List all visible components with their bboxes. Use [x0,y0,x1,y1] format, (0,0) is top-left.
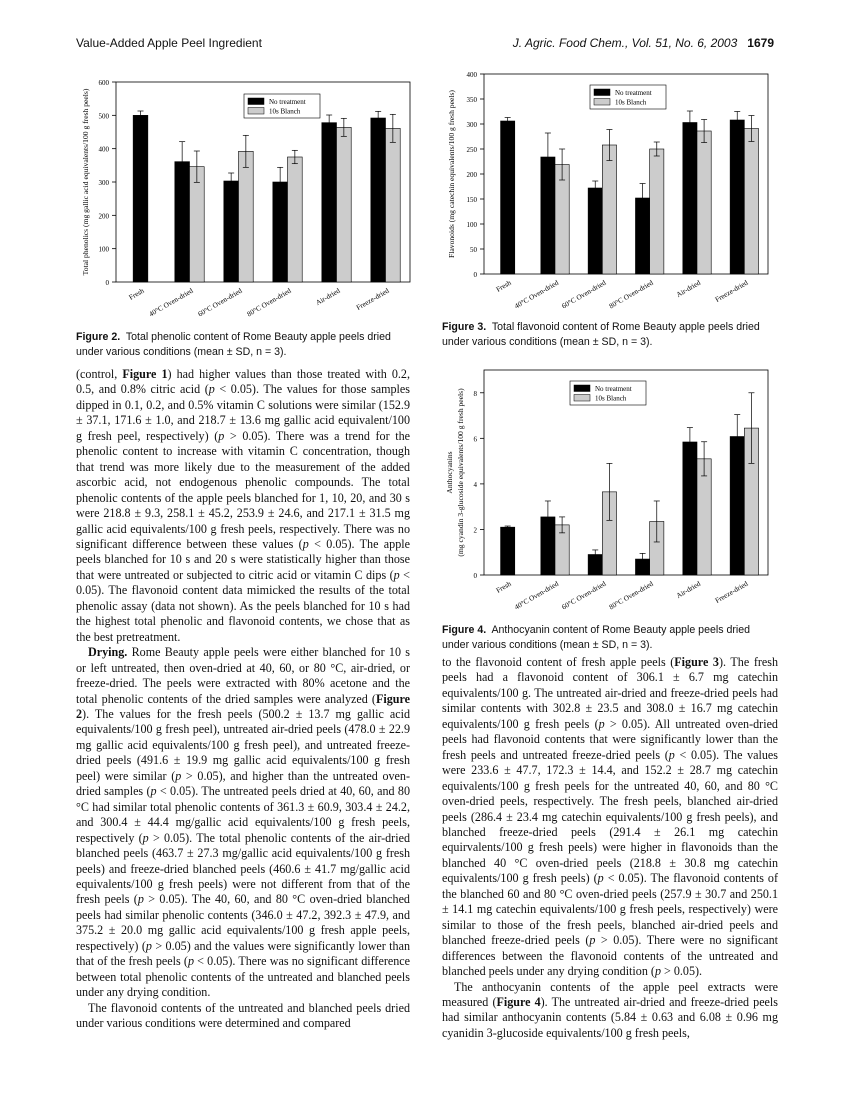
y-tick-label: 300 [98,179,109,187]
bar [650,149,664,274]
y-tick-label: 100 [466,221,477,229]
bar [224,181,239,282]
x-tick-label: 40°C Oven-dried [513,278,560,311]
paragraph: Drying. Rome Beauty apple peels were either blanched for 10 s or left untreated, then oven-dried at 40, 60, or 80 °C, air-dried, or freeze-dried. The peels were extracted with 80% acetone and the total phenolic contents of the dried samples were analyzed (Figure 2). The values for the fresh peels (500.2 ± 13.7 mg gallic acid equivalents/100 g fresh peel), untreated air-dried peels (478.0 ± 22.9 mg gallic acid equivalents/100 g fresh peel), and untreated freeze-dried peels (491.6 ± 19.9 mg gallic acid equivalents/100 g fresh peel) were similar (p > 0.05), and higher than the untreated oven-dried samples (p < 0.05). The untreated peels dried at 40, 60, and 80 °C had similar total phenolic contents of 361.3 ± 60.9, 303.4 ± 24.2, and 300.4 ± 44.4 mg/gallic acid equivalents/100 g fresh peels, respectively (p > 0.05). The total phenolic contents of the air-dried blanched peels (463.7 ± 27.3 mg/gallic acid equivalents/100 g fresh peels) and freeze-dried blanched peels (460.6 ± 41.7 mg/gallic acid equivalents/100 g fresh peels) were not different from that of the fresh peels (p > 0.05). The 40, 60, and 80 °C oven-dried blanched peels had similar phenolic contents (346.0 ± 47.2, 392.3 ± 47.9, and 375.2 ± 20.0 mg gallic acid equivalents/100 g fresh apple peels, respectively) (p > 0.05) and the values were significantly lower than that of the fresh peels (p < 0.05). There was no significant difference between total phenolic contents of the untreated and blanched peels under any drying condition. [76,645,410,1000]
journal-citation [513,36,774,50]
y-axis-label: (mg cyandin 3-glucoside equivalents/100 g fresh peels) [456,388,465,557]
caption-text: Total phenolic content of Rome Beauty apple peels dried under various conditions (mean ± SD, n = 3). [76,331,391,358]
y-tick-label: 250 [466,146,477,154]
x-tick-label: 60°C Oven-dried [560,278,608,311]
legend-swatch [574,385,590,392]
x-tick-label: 40°C Oven-dried [147,286,195,319]
bar [322,123,337,282]
y-tick-label: 100 [98,245,109,254]
y-tick-label: 0 [473,572,477,580]
x-tick-label: Air-dried [674,278,702,300]
bar [730,120,744,274]
x-tick-label: 80°C Oven-dried [245,286,293,319]
y-tick-label: 0 [105,279,109,287]
bar [697,131,711,274]
journal-name: J. Agric. Food Chem., [512,36,629,50]
y-axis-label: Total phenolics (mg gallic acid equivalents/100 g fresh peels) [81,88,90,276]
paragraph: (control, Figure 1) had higher values than those treated with 0.2, 0.5, and 0.8% citric acid (p < 0.05). The values for those samples dipped in 0.1, 0.2, and 0.5% vitamin C solutions were similar (152.9 ± 37.1, 171.6 ± 1.0, and 218.7 ± 13.6 mg gallic acid equivalent/100 g fresh peel, respectively) (p > 0.05). There was a trend for the phenolic content to increase with vitamin C concentration, though that trend was more likely due to the measurement of the added ascorbic acid, not endogenous phenolic compounds. The total phenolic contents of the apple peels blanched for 1, 10, 20, and 30 s were 218.8 ± 9.3, 258.1 ± 45.2, 253.9 ± 24.6, and 217.1 ± 31.5 mg gallic acid equivalents/100 g fresh peels, respectively. There was no significant difference between these values (p < 0.05). The apple peels blanched for 10 s and 20 s were statistically higher than those that were untreated or subjected to citric acid or vitamin C dips (p < 0.05). The flavonoid content data mimicked the results of the total phenolic assay (data not shown). As the peels blanched for 10 s had the highest total phenolic and flavonoid contents, we chose that as the best pretreatment. [76,367,411,644]
fig4-svg [442,362,778,618]
y-tick-label: 600 [98,79,109,87]
volume-issue: Vol. 51, No. 6, 2003 [631,36,738,50]
y-axis-label: Flavonoids (mg catechin equivalents/100 g fresh peels) [447,90,456,258]
left-column-text [76,367,410,1031]
caption-text: Total flavonoid content of Rome Beauty apple peels dried under various conditions (mean ± SD, n = 3). [442,321,760,348]
bar [386,128,401,282]
legend [244,94,320,118]
x-tick-label: Fresh [494,278,513,294]
y-tick-label: 200 [466,171,477,179]
legend-swatch [594,99,610,106]
x-tick-label: Freeze-dried [713,278,750,304]
running-header: Value-Added Apple Peel Ingredient [76,36,262,50]
y-tick-label: 6 [473,435,477,444]
page-number: 1679 [747,36,774,50]
y-tick-label: 150 [466,196,477,204]
caption-label: Figure 4. [442,624,487,636]
caption-label: Figure 2. [76,331,121,343]
y-tick-label: 8 [473,389,477,398]
bar [190,167,205,282]
caption-text: Anthocyanin content of Rome Beauty apple peels dried under various conditions (mean ± SD, n = 3). [442,624,751,651]
y-tick-label: 400 [98,145,109,154]
figure-2-caption [76,330,416,360]
legend [590,85,666,109]
y-tick-label: 350 [466,96,477,104]
paragraph: to the flavonoid content of fresh apple peels (Figure 3). The fresh peels had a flavonoid content of 306.1 ± 6.7 mg catechin equivalents/100 g. The untreated air-dried and freeze-dried peels had similar contents with 302.8 ± 23.5 and 308.0 ± 16.7 mg catechin equivalents/100 g fresh peels (p > 0.05). All untreated oven-dried peels had flavonoid contents that were significantly lower than the fresh peels and untreated freeze-dried peels (p < 0.05). The values were 233.6 ± 47.7, 172.3 ± 14.4, and 152.2 ± 28.7 mg catechin equivalents/100 g fresh peels for the untreated 40, 60, and 80 °C oven-dried peels, respectively. The fresh peels, blanched air-dried peels (286.4 ± 23.4 mg catechin equivalents/100 g fresh peels), and blanched freeze-dried peels (291.4 ± 26.1 mg catechin equirvalents/100 g fresh peels) were higher in flavonoids than the blanched 40 °C oven-dried peels (218.8 ± 30.8 mg catechin equivalents/100 g fresh peels) (p < 0.05). The flavonoid contents of the blanched 60 and 80 °C oven-dried peels (257.9 ± 30.7 and 250.1 ± 14.1 mg catechin equivalents/100 g fresh peels, respectively) were similar to those of the fresh peels, blanched air-dried peels and blanched freeze-dried peels (p > 0.05). There were no significant differences between the flavonoid contents of the untreated and blanched peels under any drying condition (p > 0.05). [442,655,779,979]
figure-2-chart [76,60,416,320]
bar [288,157,303,282]
x-tick-label: Air-dried [314,286,342,308]
y-tick-label: 0 [473,271,477,279]
y-tick-label: 200 [98,212,109,221]
right-column-text [442,655,778,1041]
bar [239,151,254,282]
y-tick-label: 50 [470,246,477,254]
legend-swatch [248,98,264,105]
bar [555,165,569,275]
x-tick-label: Freeze-dried [713,579,750,605]
x-tick-label: Fresh [494,579,513,595]
x-tick-label: 80°C Oven-dried [607,579,655,612]
y-tick-label: 500 [98,112,109,121]
legend-label: No treatment [615,89,652,97]
bar [602,145,616,274]
y-tick-label: 400 [466,71,477,79]
bar [744,129,758,275]
bar [371,118,386,282]
x-tick-label: Freeze-dried [355,286,391,312]
bar [501,121,515,274]
legend-swatch [574,395,590,402]
figure-4-caption [442,623,778,653]
x-tick-label: 80°C Oven-dried [607,278,655,311]
paragraph: The anthocyanin contents of the apple peel extracts were measured (Figure 4). The untreated air-dried and freeze-dried peels had similar anthocyanin contents (5.84 ± 0.63 and 6.08 ± 0.96 mg cyanidin 3-glucoside equivalents/100 g fresh peels, [442,979,778,1040]
legend-label: 10s Blanch [615,98,647,107]
fig3-svg [442,66,778,312]
bar [337,127,352,282]
legend-swatch [594,89,610,96]
x-tick-label: 40°C Oven-dried [513,579,560,612]
x-tick-label: Air-dried [674,579,702,601]
x-tick-label: Fresh [127,286,146,302]
bar [683,123,697,275]
x-tick-label: 60°C Oven-dried [196,286,244,319]
paragraph: The flavonoid contents of the untreated and blanched peels dried under various conditions were determined and compared [76,1000,410,1031]
bar [588,188,602,274]
caption-label: Figure 3. [442,321,487,333]
bar [133,115,148,282]
legend [570,381,646,405]
y-tick-label: 300 [466,121,477,129]
figure-3-chart [442,66,778,312]
bar [683,442,697,575]
fig2-svg [76,60,416,320]
legend-label: 10s Blanch [269,107,301,116]
figure-4-chart [442,362,778,618]
legend-swatch [248,108,264,115]
y-tick-label: 2 [473,526,477,535]
y-axis-label: Anthocyanins [445,451,454,494]
y-tick-label: 4 [473,480,477,489]
legend-label: 10s Blanch [595,394,627,403]
legend-label: No treatment [595,385,632,393]
figure-3-caption [442,320,778,350]
bar [501,527,515,575]
x-tick-label: 60°C Oven-dried [560,579,608,612]
legend-label: No treatment [269,98,306,106]
